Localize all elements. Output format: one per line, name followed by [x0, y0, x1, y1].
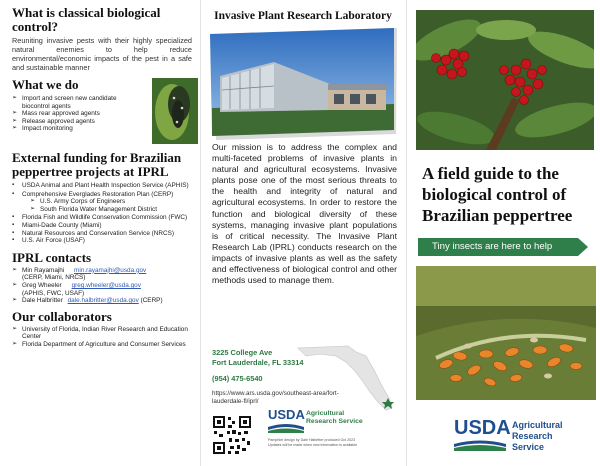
list-item: ▪ USDA Animal and Plant Health Inspection Service (APHIS)	[12, 182, 192, 190]
list-item: ▪ U.S. Air Force (USAF)	[12, 237, 192, 245]
ars-wordmark-small: Agricultural Research Service	[306, 410, 363, 425]
usda-logo-small	[268, 407, 305, 433]
contact-item	[12, 297, 192, 305]
list-item: ➢ Import and screen new candidate biocontrol agents	[12, 95, 140, 110]
peppertree-berries-photo	[416, 10, 594, 150]
phone-number: (954) 475-6540	[212, 374, 263, 384]
list-item: ➢ Florida Department of Agriculture and Consumer Services	[12, 341, 192, 349]
contact-item	[12, 267, 192, 282]
list-item: ➢ Impact monitoring	[12, 125, 140, 133]
contact-email-link[interactable]: min.rayamajhi@usda.gov	[74, 266, 147, 274]
collaborators-list	[12, 326, 192, 349]
list-item: ➢ Mass rear approved agents	[12, 110, 140, 118]
list-item: ▪ Comprehensive Everglades Restoration Plan (CERP)	[12, 191, 192, 199]
address-line-2: Fort Lauderdale, FL 33314	[212, 357, 304, 367]
usda-logo-swoosh	[454, 439, 506, 451]
list-item: ➢ Release approved agents	[12, 118, 140, 126]
middle-panel	[200, 0, 406, 466]
classical-biocontrol-text: Reuniting invasive pests with their highly specialized natural enemies to help reduce environmental/economic impacts of the pest in a safe and sustainable manner	[12, 36, 192, 72]
section-title-classical-biocontrol: What is classical biological control?	[12, 5, 161, 34]
list-item: ▪ Miami-Dade County (Miami)	[12, 222, 192, 230]
usda-wordmark: USDA	[454, 417, 511, 439]
credit-line: Updates will be made when new information is available	[268, 442, 358, 447]
contact-name: Dale Halbritter	[22, 297, 63, 305]
ars-wordmark: Agricultural Research Service	[512, 420, 563, 452]
section-title-what-we-do: What we do	[12, 77, 79, 92]
left-panel	[0, 0, 200, 466]
credit-line: Pamphlet design by Dale Halbritter produced Oct 2023	[268, 438, 356, 442]
tagline-banner	[418, 238, 578, 256]
funding-list	[12, 182, 192, 198]
mission-statement: Our mission is to address the complex and multi-faceted problems of invasive plants in natural and agricultural ecosystems. Invasive plants pose one of the most serious threats to the health and integrity of natural and agricultural ecosystems. In order to restore the function and biological diversity of these systems, managing invasive plant populations is of critical necessity. The Invasive Plant Research Lab (IPRL) conducts research on the impacts of invasive plants as well as the safety and effectiveness of biological control and other methods used to manage them.	[212, 142, 397, 286]
funding-list-continued	[12, 214, 192, 244]
section-title-collaborators: Our collaborators	[12, 308, 112, 324]
contact-email-link[interactable]: greg.wheeler@usda.gov	[71, 281, 141, 289]
design-credit	[268, 438, 402, 447]
contact-note: (CERP, Miami, NRCS)	[22, 274, 86, 282]
list-item: ➢ South Florida Water Management District	[30, 206, 192, 214]
qr-code[interactable]	[212, 415, 252, 455]
list-item: ➢ U.S. Army Corps of Engineers	[30, 198, 192, 206]
usda-logo-swoosh	[268, 423, 304, 433]
contact-note: (CERP)	[140, 297, 163, 305]
lab-building-photo	[210, 28, 400, 140]
contact-block	[212, 348, 347, 405]
caterpillar-leaf-photo	[152, 78, 198, 144]
contacts-list	[12, 267, 192, 305]
contact-note: (APHIS, FWC, USAF)	[22, 289, 85, 297]
funding-sublist	[30, 198, 192, 213]
address-line-1: 3225 College Ave	[212, 348, 273, 357]
list-item: ➢ University of Florida, Indian River Research and Education Center	[12, 326, 192, 341]
contact-name: Greg Wheeler	[22, 281, 62, 289]
list-item: ▪ Natural Resources and Conservation Service (NRCS)	[12, 230, 192, 238]
website-url[interactable]: https://www.ars.usda.gov/southeast-area/fort-lauderdale-fl/iprl/	[212, 389, 339, 405]
what-we-do-block	[12, 78, 192, 148]
right-panel	[406, 0, 600, 466]
section-title-contacts: IPRL contacts	[12, 249, 92, 265]
lab-title: Invasive Plant Research Laboratory	[214, 10, 392, 22]
contact-email-link[interactable]: dale.halbritter@usda.gov	[67, 297, 139, 305]
main-title: A field guide to the biological control of Brazilian peppertree	[422, 164, 573, 225]
contact-item	[12, 282, 192, 297]
contact-name: Min Rayamajhi	[22, 266, 65, 274]
usda-wordmark: USDA	[268, 407, 305, 422]
list-item: ▪ Florida Fish and Wildlife Conservation Commission (FWC)	[12, 214, 192, 222]
what-we-do-list	[12, 95, 140, 133]
tagline-text: Tiny insects are here to help	[432, 241, 553, 252]
section-title-external-funding: External funding for Brazilian peppertree projects at IPRL	[12, 150, 182, 179]
psyllid-insects-photo	[416, 266, 596, 400]
usda-logo	[454, 418, 511, 451]
